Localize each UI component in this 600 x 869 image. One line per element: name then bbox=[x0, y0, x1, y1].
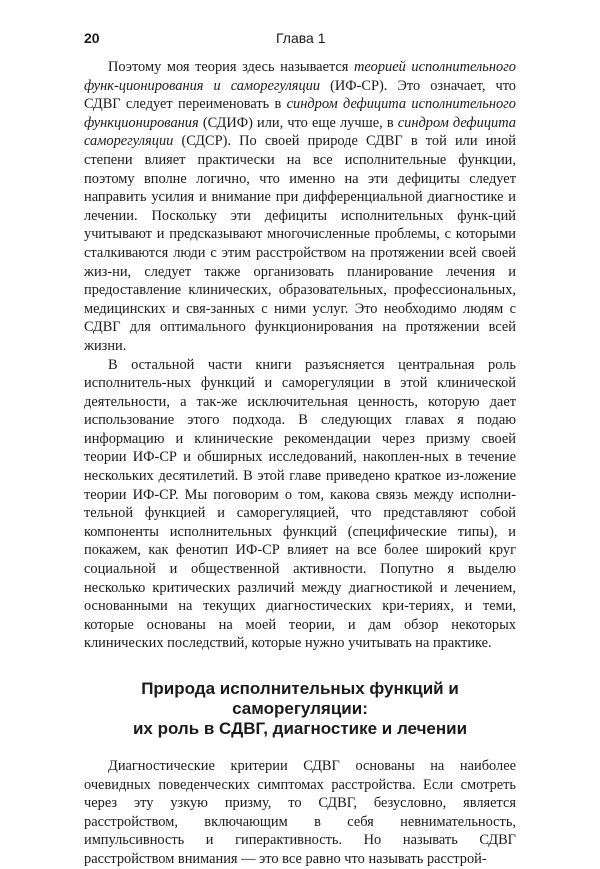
paragraph-text: (СДИФ) или, что еще лучше, в bbox=[198, 114, 398, 131]
page-header bbox=[84, 30, 516, 50]
italic-term: теорией исполнительного функ-ционирования и саморегуляции bbox=[84, 59, 516, 94]
paragraph bbox=[84, 356, 516, 654]
paragraph-text: В остальной части книги разъясняется центральная роль исполнитель-ных функций и саморегуляции в этой клинической деятельности, а так-же исключительная ценность, которую дает использование этого подхода. В следующих главах я подаю информацию и клинические рекомендации через призму своей теории ИФ-СР и обширных исследований, накоплен-ных в течение нескольких десятилетий. В этой главе приведено краткое из-ложение теории ИФ-СР. Мы поговорим о том, какова связь между исполни-тельной функцией и саморегуляцией, что представляют собой компоненты исполнительных функций (специфические типы), и покажем, как фенотип ИФ-СР влияет на все более широкий круг социальной и общественной активности. Попутно я выделю несколько критических различий между диагностикой и лечением, основанными на текущих диагностических кри-териях, и теми, которые основаны на моей теории, и дам обзор некоторых клинических последствий, которые нужно учитывать на практике. bbox=[84, 356, 516, 652]
paragraph bbox=[84, 757, 516, 869]
section-heading-line: Природа исполнительных функций и саморегуляции: bbox=[141, 679, 459, 718]
running-head: Глава 1 bbox=[276, 30, 326, 46]
page-number: 20 bbox=[84, 30, 100, 46]
paragraph-text: (СДСР). По своей природе СДВГ в той или иной степени влияет практически на все исполнительные функции, поэтому вполне логично, что именно на эти дефициты следует направить усилия и внимание при дифференциальной диагностике и лечении. Поскольку эти дефициты исполнительных функ-ций учитывают и предсказывают многочисленные проблемы, с которыми сталкиваются люди с этим расстройством на протяжении всей своей жиз-ни, следует также организовать планирование лечения и предоставление клинических, образовательных, профессиональных, медицинских и свя-занных с ними услуг. Это необходимо людям с СДВГ для оптимального функционирования на протяжении всей жизни. bbox=[84, 133, 516, 354]
paragraph bbox=[84, 58, 516, 356]
italic-term: синдром дефицита исполнительного функционирования bbox=[84, 96, 516, 131]
italic-term: синдром дефицита саморегуляции bbox=[84, 114, 516, 150]
paragraph-text: Поэтому моя теория здесь называется bbox=[108, 59, 355, 75]
paragraph-text: Диагностические критерии СДВГ основаны на наиболее очевидных поведенческих симптомах расстройства. Если смотреть через эту узкую призму, то СДВГ, безусловно, является расстройством, включающим в себя невнимательность, импульсивность и гиперактивность. Но называть СДВГ расстройством внимания — это все равно что называть расстрой- bbox=[84, 758, 516, 867]
body-text bbox=[84, 58, 516, 869]
section-heading-line: их роль в СДВГ, диагностике и лечении bbox=[132, 719, 468, 738]
section-heading bbox=[84, 679, 516, 739]
paragraph-text: (ИФ-СР). Это означает, что СДВГ следует переименовать в bbox=[84, 77, 516, 113]
